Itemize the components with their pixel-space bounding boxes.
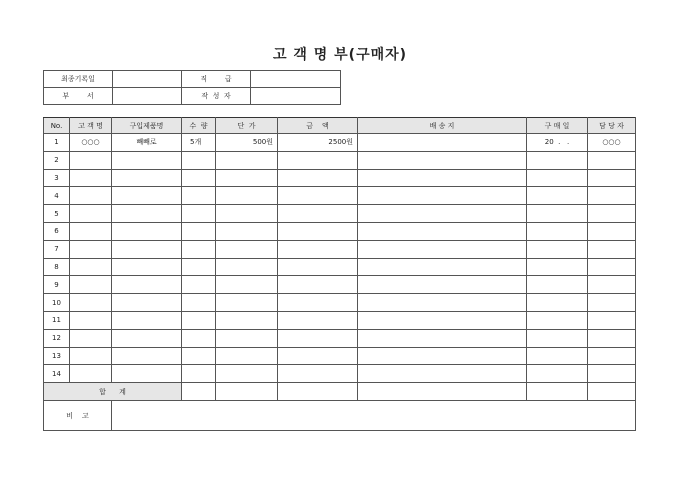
- unit-price-cell[interactable]: [216, 205, 278, 223]
- date-cell[interactable]: [527, 222, 588, 240]
- amount-cell[interactable]: [278, 294, 358, 312]
- customer-cell[interactable]: [70, 169, 112, 187]
- table-row: [44, 169, 636, 187]
- manager-cell[interactable]: [588, 205, 636, 223]
- table-row: [44, 258, 636, 276]
- address-cell[interactable]: [358, 311, 527, 329]
- table-header-row: [44, 118, 636, 134]
- remarks-field[interactable]: [112, 401, 636, 431]
- product-cell[interactable]: [112, 347, 182, 365]
- table-row: [44, 205, 636, 223]
- qty-cell[interactable]: [182, 311, 216, 329]
- customer-cell[interactable]: [70, 329, 112, 347]
- table-row: [44, 311, 636, 329]
- customer-cell[interactable]: [70, 294, 112, 312]
- address-cell[interactable]: [358, 151, 527, 169]
- address-cell[interactable]: [358, 365, 527, 383]
- amount-cell[interactable]: [278, 258, 358, 276]
- manager-cell[interactable]: [588, 311, 636, 329]
- address-cell[interactable]: [358, 240, 527, 258]
- unit-price-cell[interactable]: [216, 294, 278, 312]
- info-table: [43, 70, 341, 105]
- writer-field[interactable]: [251, 88, 341, 105]
- row-number: 12: [44, 329, 70, 347]
- unit-price-cell[interactable]: [216, 151, 278, 169]
- manager-cell[interactable]: [588, 187, 636, 205]
- header-amount: 금 액: [278, 118, 358, 134]
- unit-price-cell[interactable]: [216, 222, 278, 240]
- product-cell[interactable]: [112, 365, 182, 383]
- amount-cell[interactable]: [278, 151, 358, 169]
- table-row: [44, 276, 636, 294]
- amount-cell[interactable]: [278, 329, 358, 347]
- qty-cell[interactable]: [182, 294, 216, 312]
- table-row: [44, 240, 636, 258]
- date-cell[interactable]: [527, 205, 588, 223]
- manager-cell[interactable]: ○○○: [588, 134, 636, 152]
- manager-cell[interactable]: [588, 222, 636, 240]
- amount-cell[interactable]: [278, 276, 358, 294]
- unit-price-cell[interactable]: [216, 347, 278, 365]
- date-cell[interactable]: [527, 169, 588, 187]
- qty-cell[interactable]: [182, 258, 216, 276]
- product-cell[interactable]: [112, 294, 182, 312]
- product-cell[interactable]: [112, 151, 182, 169]
- customer-cell[interactable]: [70, 222, 112, 240]
- table-row: [44, 187, 636, 205]
- date-cell[interactable]: [527, 294, 588, 312]
- header-product: 구입제품명: [112, 118, 182, 134]
- customer-table: [43, 117, 636, 431]
- date-cell[interactable]: [527, 311, 588, 329]
- header-address: 배 송 지: [358, 118, 527, 134]
- customer-cell[interactable]: [70, 205, 112, 223]
- product-cell[interactable]: [112, 276, 182, 294]
- address-cell[interactable]: [358, 205, 527, 223]
- unit-price-cell[interactable]: 500원: [216, 134, 278, 152]
- header-qty: 수 량: [182, 118, 216, 134]
- customer-cell[interactable]: [70, 258, 112, 276]
- manager-cell[interactable]: [588, 294, 636, 312]
- row-number: 2: [44, 151, 70, 169]
- header-date: 구 매 일: [527, 118, 588, 134]
- date-cell[interactable]: 20 . .: [527, 134, 588, 152]
- customer-cell[interactable]: [70, 365, 112, 383]
- date-cell[interactable]: [527, 347, 588, 365]
- table-row: [44, 365, 636, 383]
- header-no: No.: [44, 118, 70, 134]
- product-cell[interactable]: [112, 205, 182, 223]
- qty-cell[interactable]: [182, 347, 216, 365]
- total-manager-cell[interactable]: [588, 383, 636, 401]
- amount-cell[interactable]: [278, 187, 358, 205]
- address-cell[interactable]: [358, 169, 527, 187]
- manager-cell[interactable]: [588, 258, 636, 276]
- row-number: 5: [44, 205, 70, 223]
- amount-cell[interactable]: [278, 347, 358, 365]
- position-label: 직 급: [182, 71, 251, 88]
- total-label: 합 계: [44, 383, 182, 401]
- total-amount-cell[interactable]: [278, 383, 358, 401]
- date-cell[interactable]: [527, 258, 588, 276]
- amount-cell[interactable]: [278, 311, 358, 329]
- date-cell[interactable]: [527, 329, 588, 347]
- unit-price-cell[interactable]: [216, 365, 278, 383]
- unit-price-cell[interactable]: [216, 258, 278, 276]
- date-cell[interactable]: [527, 240, 588, 258]
- customer-cell[interactable]: [70, 311, 112, 329]
- row-number: 6: [44, 222, 70, 240]
- qty-cell[interactable]: [182, 240, 216, 258]
- row-number: 8: [44, 258, 70, 276]
- product-cell[interactable]: [112, 240, 182, 258]
- table-row: [44, 294, 636, 312]
- remarks-label: 비 고: [44, 401, 112, 431]
- total-unit-price-cell[interactable]: [216, 383, 278, 401]
- table-row: [44, 134, 636, 152]
- table-row: [44, 329, 636, 347]
- remarks-row: [44, 401, 636, 431]
- amount-cell[interactable]: [278, 222, 358, 240]
- product-cell[interactable]: [112, 169, 182, 187]
- qty-cell[interactable]: [182, 205, 216, 223]
- address-cell[interactable]: [358, 276, 527, 294]
- last-record-date-field[interactable]: [113, 71, 182, 88]
- total-row: [44, 383, 636, 401]
- row-number: 11: [44, 311, 70, 329]
- address-cell[interactable]: [358, 294, 527, 312]
- qty-cell[interactable]: [182, 365, 216, 383]
- customer-cell[interactable]: [70, 151, 112, 169]
- table-row: [44, 222, 636, 240]
- address-cell[interactable]: [358, 329, 527, 347]
- manager-cell[interactable]: [588, 347, 636, 365]
- amount-cell[interactable]: [278, 240, 358, 258]
- total-address-cell[interactable]: [358, 383, 527, 401]
- qty-cell[interactable]: [182, 329, 216, 347]
- product-cell[interactable]: [112, 187, 182, 205]
- address-cell[interactable]: [358, 347, 527, 365]
- row-number: 14: [44, 365, 70, 383]
- product-cell[interactable]: [112, 222, 182, 240]
- position-field[interactable]: [251, 71, 341, 88]
- qty-cell[interactable]: [182, 169, 216, 187]
- manager-cell[interactable]: [588, 240, 636, 258]
- manager-cell[interactable]: [588, 169, 636, 187]
- qty-cell[interactable]: [182, 151, 216, 169]
- qty-cell[interactable]: [182, 276, 216, 294]
- customer-cell[interactable]: [70, 187, 112, 205]
- product-cell[interactable]: [112, 311, 182, 329]
- row-number: 13: [44, 347, 70, 365]
- row-number: 1: [44, 134, 70, 152]
- date-cell[interactable]: [527, 187, 588, 205]
- unit-price-cell[interactable]: [216, 311, 278, 329]
- row-number: 3: [44, 169, 70, 187]
- header-manager: 담 당 자: [588, 118, 636, 134]
- manager-cell[interactable]: [588, 151, 636, 169]
- row-number: 7: [44, 240, 70, 258]
- unit-price-cell[interactable]: [216, 187, 278, 205]
- header-customer: 고 객 명: [70, 118, 112, 134]
- amount-cell[interactable]: 2500원: [278, 134, 358, 152]
- unit-price-cell[interactable]: [216, 329, 278, 347]
- qty-cell[interactable]: [182, 187, 216, 205]
- row-number: 10: [44, 294, 70, 312]
- customer-cell[interactable]: [70, 276, 112, 294]
- address-cell[interactable]: [358, 258, 527, 276]
- unit-price-cell[interactable]: [216, 240, 278, 258]
- total-qty-cell[interactable]: [182, 383, 216, 401]
- product-cell[interactable]: 빼빼로: [112, 134, 182, 152]
- address-cell[interactable]: [358, 134, 527, 152]
- writer-label: 작 성 자: [182, 88, 251, 105]
- manager-cell[interactable]: [588, 329, 636, 347]
- page-title: 고 객 명 부(구매자): [272, 47, 408, 63]
- qty-cell[interactable]: [182, 222, 216, 240]
- department-label: 부 서: [44, 88, 113, 105]
- customer-cell[interactable]: ○○○: [70, 134, 112, 152]
- qty-cell[interactable]: 5개: [182, 134, 216, 152]
- amount-cell[interactable]: [278, 205, 358, 223]
- date-cell[interactable]: [527, 276, 588, 294]
- amount-cell[interactable]: [278, 365, 358, 383]
- table-row: [44, 151, 636, 169]
- address-cell[interactable]: [358, 222, 527, 240]
- date-cell[interactable]: [527, 151, 588, 169]
- customer-cell[interactable]: [70, 240, 112, 258]
- product-cell[interactable]: [112, 329, 182, 347]
- amount-cell[interactable]: [278, 169, 358, 187]
- header-unit-price: 단 가: [216, 118, 278, 134]
- customer-cell[interactable]: [70, 347, 112, 365]
- department-field[interactable]: [113, 88, 182, 105]
- address-cell[interactable]: [358, 187, 527, 205]
- table-row: [44, 347, 636, 365]
- product-cell[interactable]: [112, 258, 182, 276]
- last-record-date-label: 최종기록일: [44, 71, 113, 88]
- manager-cell[interactable]: [588, 276, 636, 294]
- manager-cell[interactable]: [588, 365, 636, 383]
- total-date-cell[interactable]: [527, 383, 588, 401]
- unit-price-cell[interactable]: [216, 276, 278, 294]
- row-number: 4: [44, 187, 70, 205]
- date-cell[interactable]: [527, 365, 588, 383]
- unit-price-cell[interactable]: [216, 169, 278, 187]
- row-number: 9: [44, 276, 70, 294]
